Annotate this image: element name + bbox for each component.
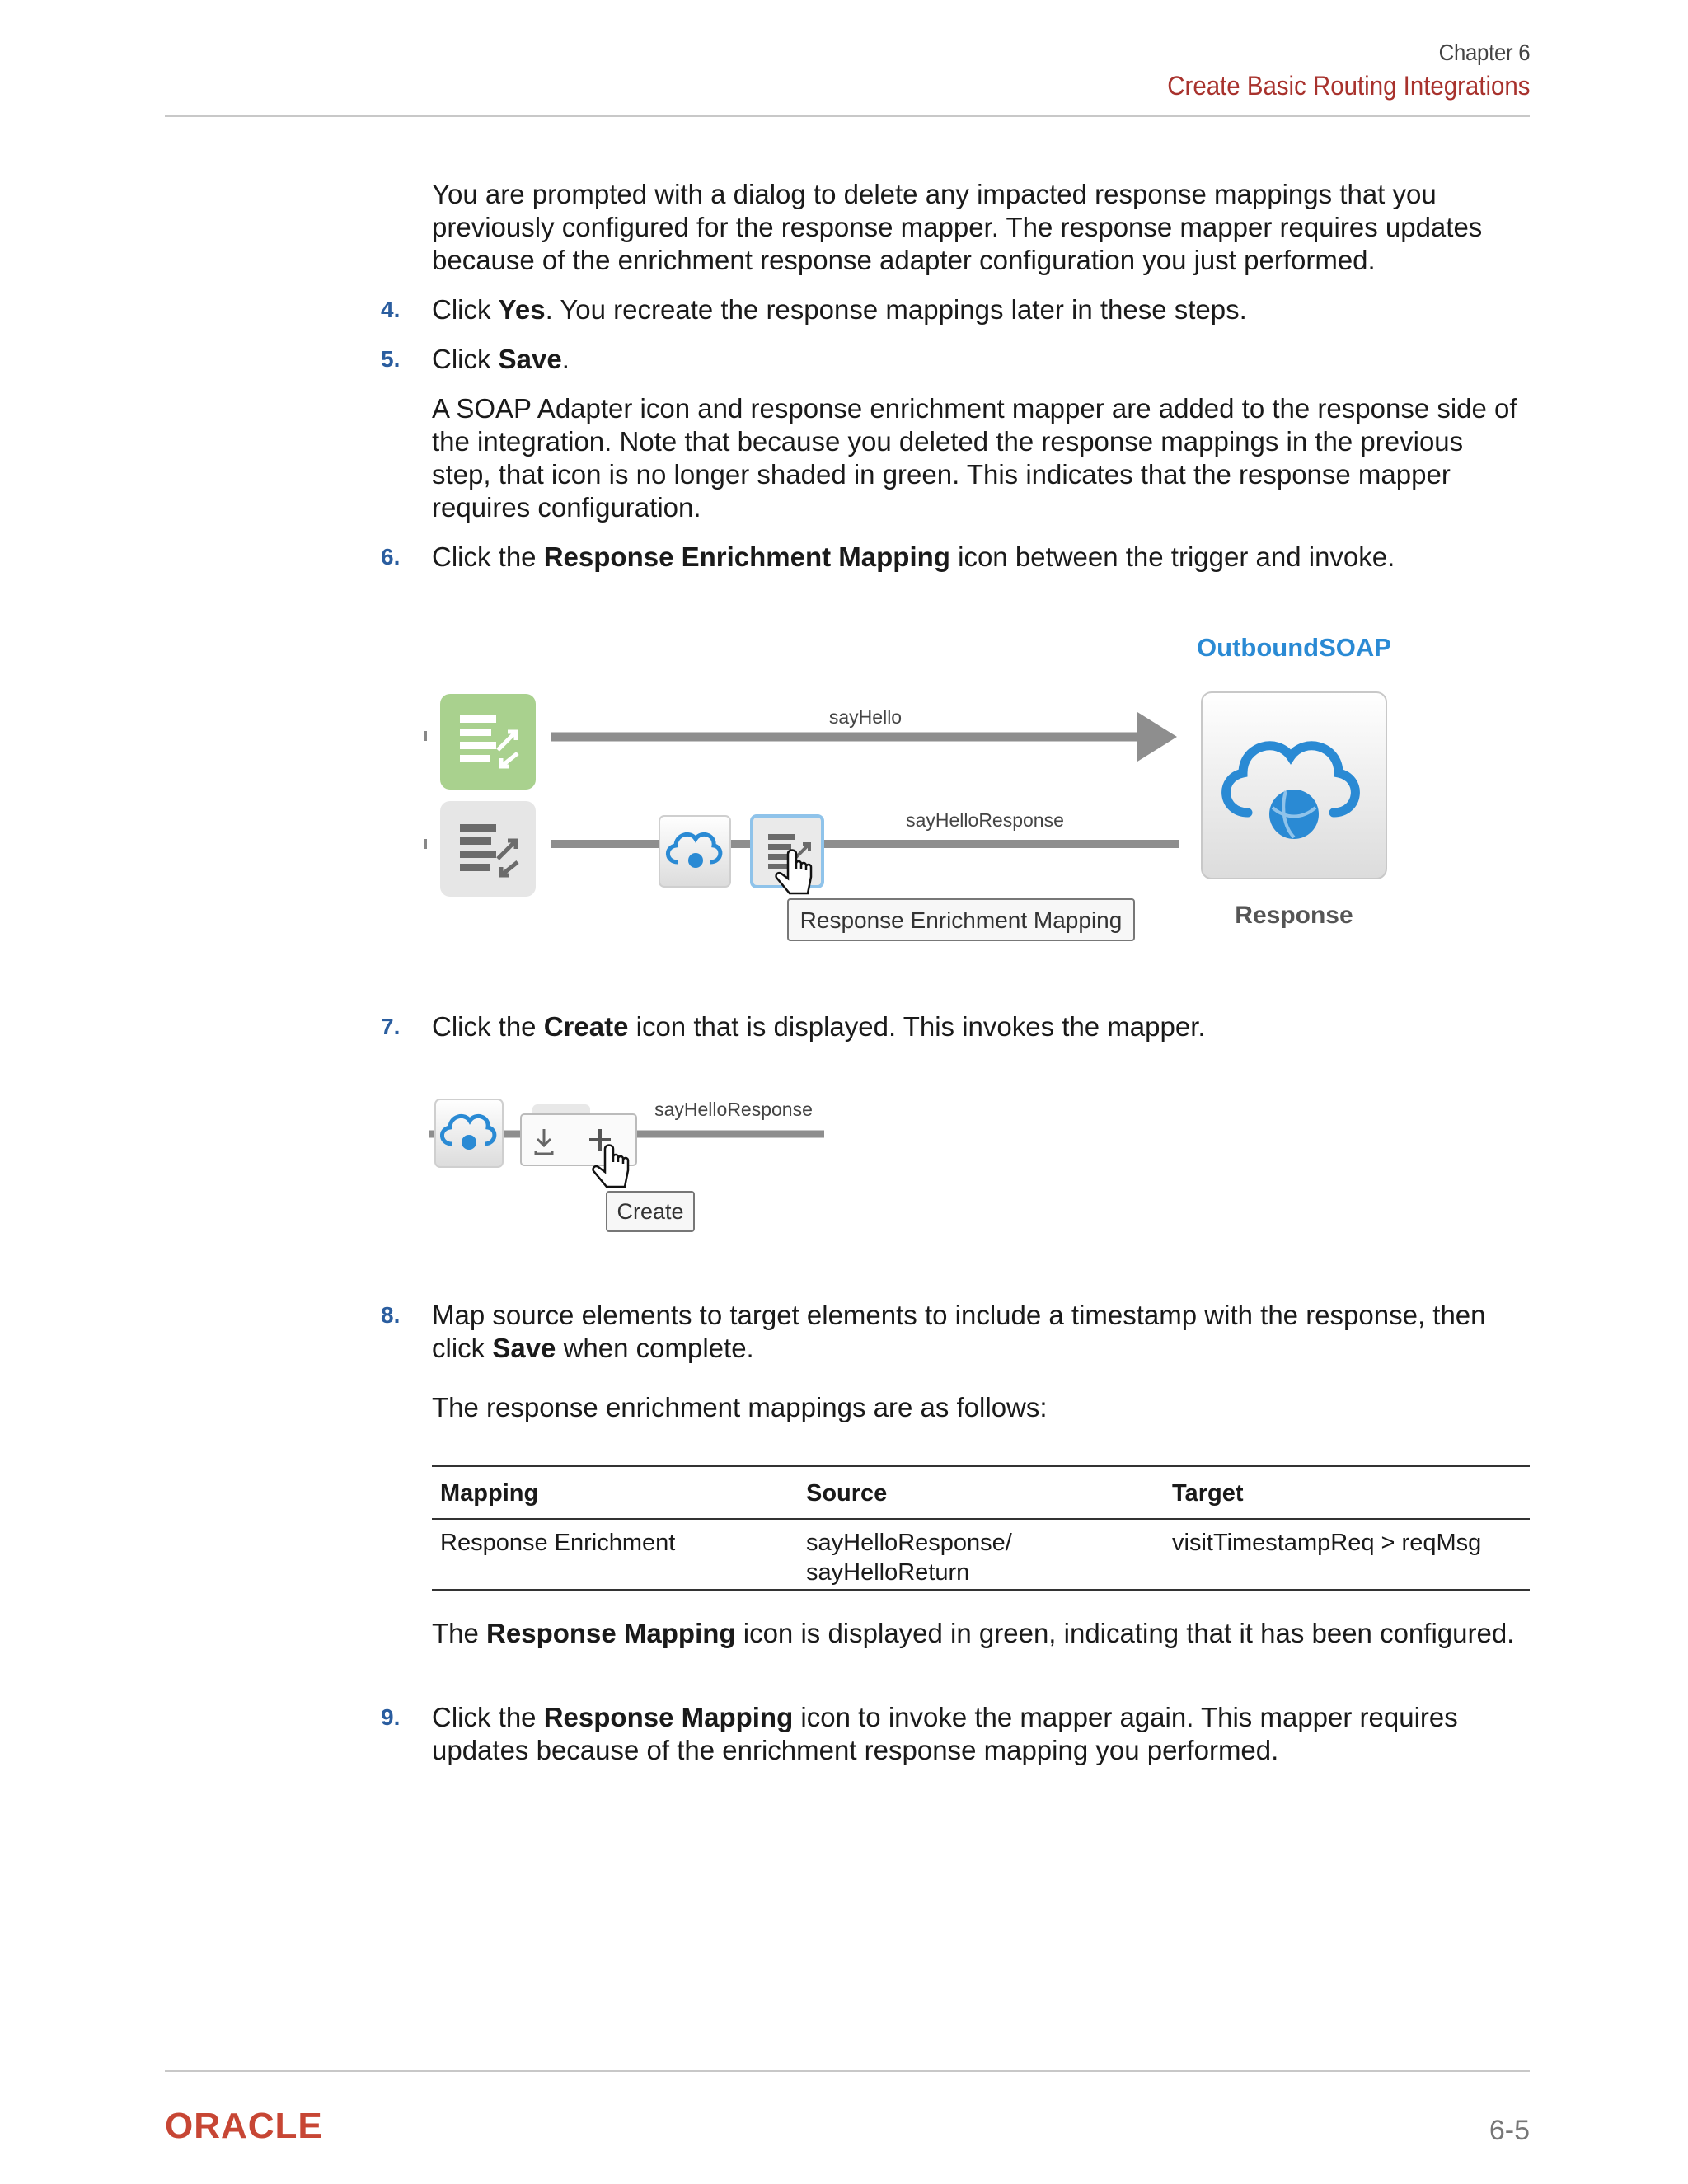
soap-adapter-icon[interactable] <box>435 1099 503 1167</box>
arrow-head <box>1137 712 1177 762</box>
oracle-logo <box>165 2107 354 2143</box>
intro-paragraph: You are prompted with a dialog to delete any impacted response mappings that you previously configured for the response mapper. The response mapper requires updates because of the enrichment response adapter configuration you just performed. <box>432 179 1483 275</box>
endpoint-label: Response <box>1235 902 1353 929</box>
footer-rule <box>165 2070 1530 2072</box>
cell-source-line1: sayHelloResponse/ <box>806 1530 1012 1556</box>
response-label: sayHelloResponse <box>654 1099 813 1120</box>
step-9-text: Click the Response Mapping icon to invoke the mapper again. This mapper requires updates because of the enrichment response mapping you performed. <box>432 1702 1458 1765</box>
response-mapping-icon[interactable] <box>440 801 536 897</box>
step-8-note: The response enrichment mappings are as follows: <box>432 1392 1048 1422</box>
section-title: Create Basic Routing Integrations <box>1166 71 1530 101</box>
chapter-label: Chapter 6 <box>1438 40 1530 65</box>
step-6-text: Click the Response Enrichment Mapping icon between the trigger and invoke. <box>432 541 1395 572</box>
step-number: 5. <box>381 346 401 372</box>
header-rule <box>165 115 1530 117</box>
line-stub <box>424 731 427 741</box>
step-number: 8. <box>381 1302 401 1328</box>
page-number: 6-5 <box>1489 2115 1530 2146</box>
tooltip-response-enrichment-mapping <box>788 899 1134 940</box>
mappings-table <box>432 1465 1530 1591</box>
tooltip-create <box>607 1192 694 1231</box>
cell-source-line2: sayHelloReturn <box>806 1559 970 1586</box>
table-header-rule <box>432 1518 1530 1520</box>
column-header: Source <box>806 1480 888 1507</box>
step-number: 7. <box>381 1014 401 1039</box>
svg-text:ORACLE: ORACLE <box>165 2107 323 2143</box>
column-header: Target <box>1172 1480 1244 1507</box>
step-5-text: Click Save. <box>432 344 570 374</box>
step-8-text: Map source elements to target elements to include a timestamp with the response, then click Save when complete. <box>432 1300 1486 1363</box>
column-header: Mapping <box>440 1480 539 1507</box>
request-label: sayHello <box>828 706 903 728</box>
soap-adapter-icon[interactable] <box>659 816 730 887</box>
after-table-paragraph: The Response Mapping icon is displayed in green, indicating that it has been configured. <box>432 1618 1515 1648</box>
response-label: sayHelloResponse <box>906 809 1064 831</box>
figure-create-icon <box>420 1083 832 1240</box>
step-5-note: A SOAP Adapter icon and response enrichment mapper are added to the response side of the integration. Note that because you deleted the response mappings in the previous step, that icon is no longer shaded in green. This indicates that the response mapper requires configuration. <box>432 393 1517 523</box>
step-number: 9. <box>381 1704 401 1730</box>
step-number: 4. <box>381 297 401 322</box>
figure-integration-flow <box>412 626 1426 956</box>
request-mapping-icon[interactable] <box>440 694 536 790</box>
cell-mapping: Response Enrichment <box>440 1530 676 1556</box>
table-top-rule <box>432 1465 1530 1467</box>
svg-text:Create: Create <box>617 1199 684 1224</box>
step-number: 6. <box>381 544 401 569</box>
line-stub <box>424 839 427 849</box>
cell-target: visitTimestampReq > reqMsg <box>1172 1530 1482 1556</box>
step-7-text: Click the Create icon that is displayed. This invokes the mapper. <box>432 1011 1206 1042</box>
step-4-text: Click Yes. You recreate the response mappings later in these steps. <box>432 294 1247 325</box>
svg-text:Response Enrichment Mapping: Response Enrichment Mapping <box>799 907 1123 933</box>
outbound-soap-endpoint-icon[interactable] <box>1202 692 1386 879</box>
table-bottom-rule <box>432 1589 1530 1591</box>
connection-name: OutboundSOAP <box>1197 633 1391 662</box>
